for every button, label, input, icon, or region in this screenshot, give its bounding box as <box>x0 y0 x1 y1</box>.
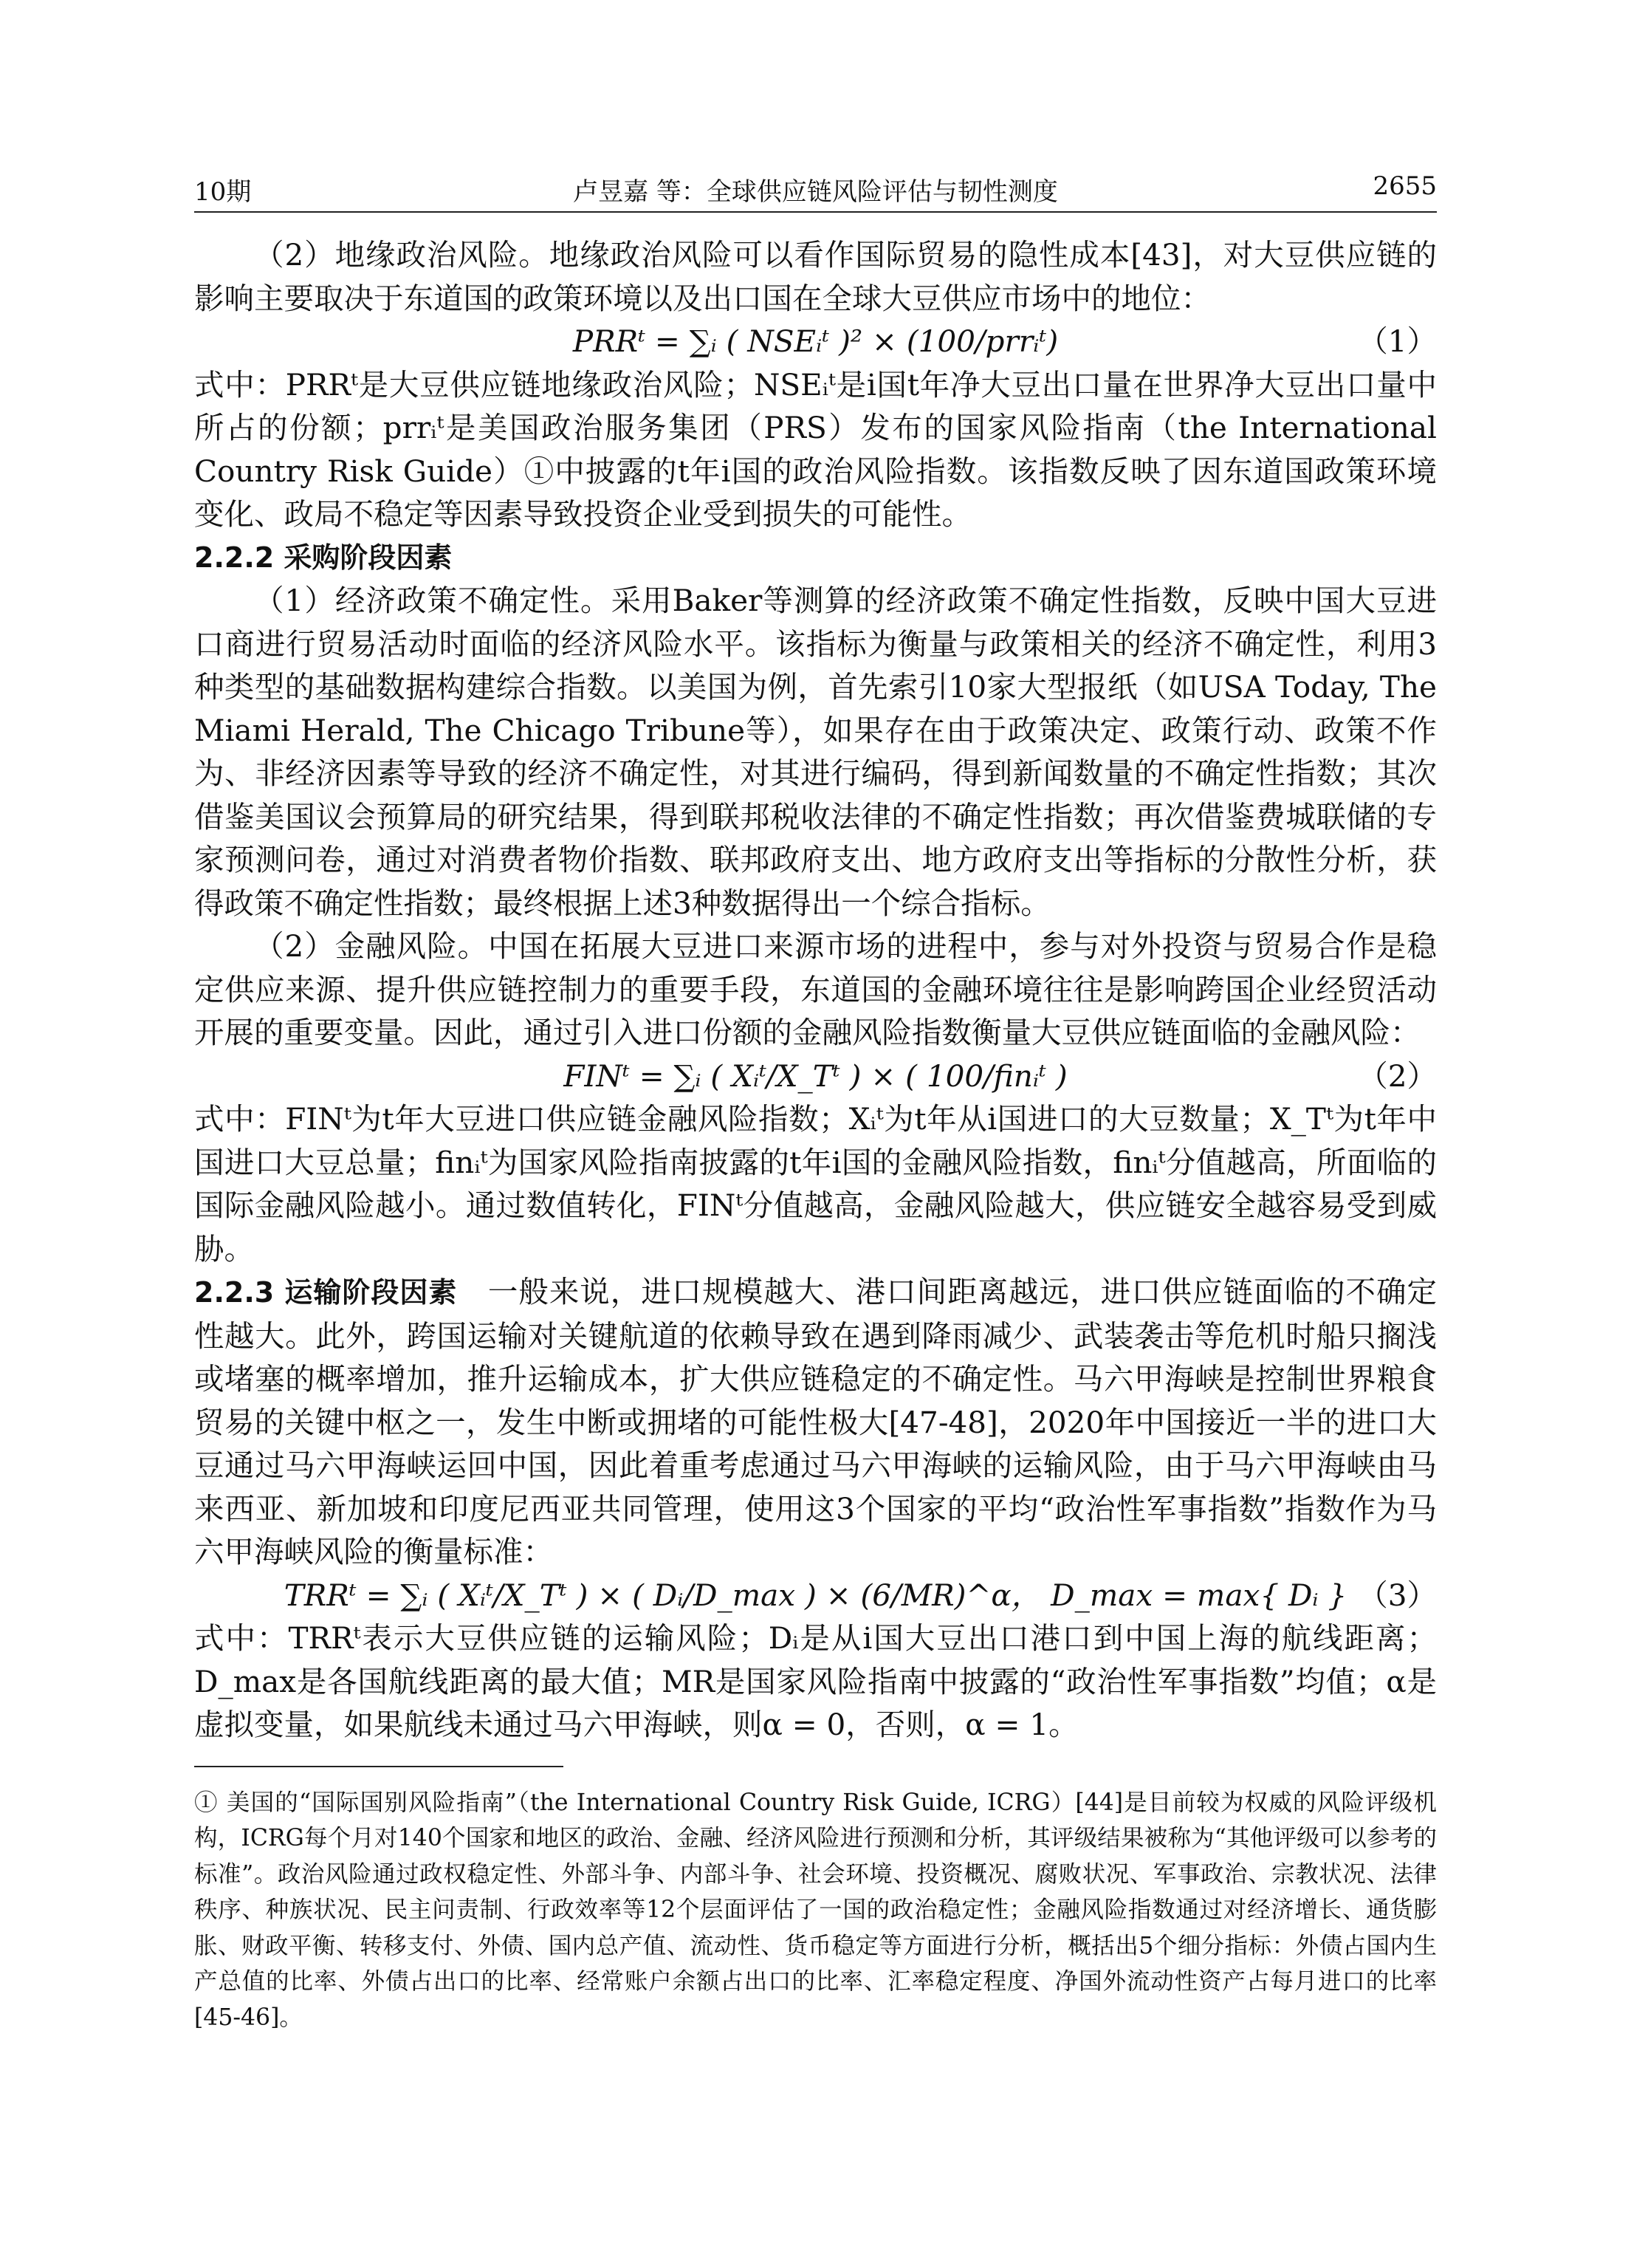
financial-risk-explanation: 式中：FINᵗ为t年大豆进口供应链金融风险指数；Xᵢᵗ为t年从i国进口的大豆数量；X_Tᵗ为t年中国进口大豆总量；finᵢᵗ为国家风险指南披露的t年i国的金融风险指数，finᵢᵗ分值越高，所面临的国际金融风险越小。通过数值转化，FINᵗ分值越高，金融风险越大，供应链安全越容易受到威胁。 <box>194 1101 1437 1267</box>
equation-2-expression: FINᵗ = ∑ᵢ ( Xᵢᵗ/X_Tᵗ ) × ( 100/finᵢᵗ ) <box>563 1058 1068 1094</box>
geopolitical-risk-intro: （2）地缘政治风险。地缘政治风险可以看作国际贸易的隐性成本[43]，对大豆供应链的影响主要取决于东道国的政策环境以及出口国在全球大豆供应市场中的地位： <box>194 237 1437 316</box>
economic-policy-uncertainty-paragraph: （1）经济政策不确定性。采用Baker等测算的经济政策不确定性指数，反映中国大豆进口商进行贸易活动时面临的经济风险水平。该指标为衡量与政策相关的经济不确定性，利用3种类型的基础数据构建综合指数。以美国为例，首先索引10家大型报纸（如USA Today, The Miami Herald, The Chicago Tribune等），如果存在由于政策决定、政策行动、政策不作为、非经济因素等导致的经济不确定性，对其进行编码，得到新闻数量的不确定性指数；其次借鉴美国议会预算局的研究结果，得到联邦税收法律的不确定性指数；再次借鉴费城联储的专家预测问卷，通过对消费者物价指数、联邦政府支出、地方政府支出等指标的分散性分析，获得政策不确定性指数；最终根据上述3种数据得出一个综合指标。 <box>194 583 1437 921</box>
equation-3-number: （3） <box>1358 1577 1437 1613</box>
transport-stage-text: 一般来说，进口规模越大、港口间距离越远，进口供应链面临的不确定性越大。此外，跨国运输对关键航道的依赖导致在遇到降雨减少、武装袭击等危机时船只搁浅或堵塞的概率增加，推升运输成本，扩大供应链稳定的不确定性。马六甲海峡是控制世界粮食贸易的关键中枢之一，发生中断或拥堵的可能性极大[47-48]，2020年中国接近一半的进口大豆通过马六甲海峡运回中国，因此着重考虑通过马六甲海峡的运输风险，由于马六甲海峡由马来西亚、新加坡和印度尼西亚共同管理，使用这3个国家的平均“政治性军事指数”指数作为马六甲海峡风险的衡量标准： <box>194 1274 1437 1569</box>
equation-3 <box>194 1574 1437 1617</box>
transport-stage-paragraph <box>194 1270 1437 1574</box>
geopolitical-risk-explanation: 式中：PRRᵗ是大豆供应链地缘政治风险；NSEᵢᵗ是i国t年净大豆出口量在世界净大豆出口量中所占的份额；prrᵢᵗ是美国政治服务集团（PRS）发布的国家风险指南（the International Country Risk Guide）①中披露的t年i国的政治风险指数。该指数反映了因东道国政策环境变化、政局不稳定等因素导致投资企业受到损失的可能性。 <box>194 366 1437 532</box>
equation-1 <box>194 320 1437 363</box>
equation-3-expression: TRRᵗ = ∑ᵢ ( Xᵢᵗ/X_Tᵗ ) × ( Dᵢ/D_max ) × (6/MR)^α， D_max = max{ Dᵢ } <box>284 1577 1347 1613</box>
running-header <box>194 171 1437 210</box>
section-heading-2-2-3: 2.2.3 运输阶段因素 <box>194 1276 458 1309</box>
footnote-divider <box>194 1766 563 1767</box>
equation-1-number: （1） <box>1358 323 1437 359</box>
header-divider <box>194 211 1437 213</box>
issue-label: 10期 <box>194 177 252 207</box>
running-title: 卢昱嘉 等：全球供应链风险评估与韧性测度 <box>573 177 1058 207</box>
section-heading-2-2-2: 2.2.2 采购阶段因素 <box>194 541 453 574</box>
equation-2-number: （2） <box>1358 1058 1437 1094</box>
equation-1-expression: PRRᵗ = ∑ᵢ ( NSEᵢᵗ )² × (100/prrᵢᵗ) <box>572 323 1059 359</box>
page-number: 2655 <box>1373 171 1437 201</box>
financial-risk-intro: （2）金融风险。中国在拓展大豆进口来源市场的进程中，参与对外投资与贸易合作是稳定供应来源、提升供应链控制力的重要手段，东道国的金融环境往往是影响跨国企业经贸活动开展的重要变量。因此，通过引入进口份额的金融风险指数衡量大豆供应链面临的金融风险： <box>194 928 1437 1050</box>
equation-2 <box>194 1055 1437 1098</box>
transport-risk-explanation: 式中：TRRᵗ表示大豆供应链的运输风险；Dᵢ是从i国大豆出口港口到中国上海的航线距离；D_max是各国航线距离的最大值；MR是国家风险指南中披露的“政治性军事指数”均值；α是虚拟变量，如果航线未通过马六甲海峡，则α = 0，否则，α = 1。 <box>194 1620 1437 1742</box>
footnote-icrg: ① 美国的“国际国别风险指南”（the International Country Risk Guide, ICRG）[44]是目前较为权威的风险评级机构，ICRG每个月对140个国家和地区的政治、金融、经济风险进行预测和分析，其评级结果被称为“其他评级可以参考的标准”。政治风险通过政权稳定性、外部斗争、内部斗争、社会环境、投资概况、腐败状况、军事政治、宗教状况、法律秩序、种族状况、民主问责制、行政效率等12个层面评估了一国的政治稳定性；金融风险指数通过对经济增长、通货膨胀、财政平衡、转移支付、外债、国内总产值、流动性、货币稳定等方面进行分析，概括出5个细分指标：外债占国内生产总值的比率、外债占出口的比率、经常账户余额占出口的比率、汇率稳定程度、净国外流动性资产占每月进口的比率[45-46]。 <box>194 1789 1437 2031</box>
article-body <box>194 233 1437 2035</box>
